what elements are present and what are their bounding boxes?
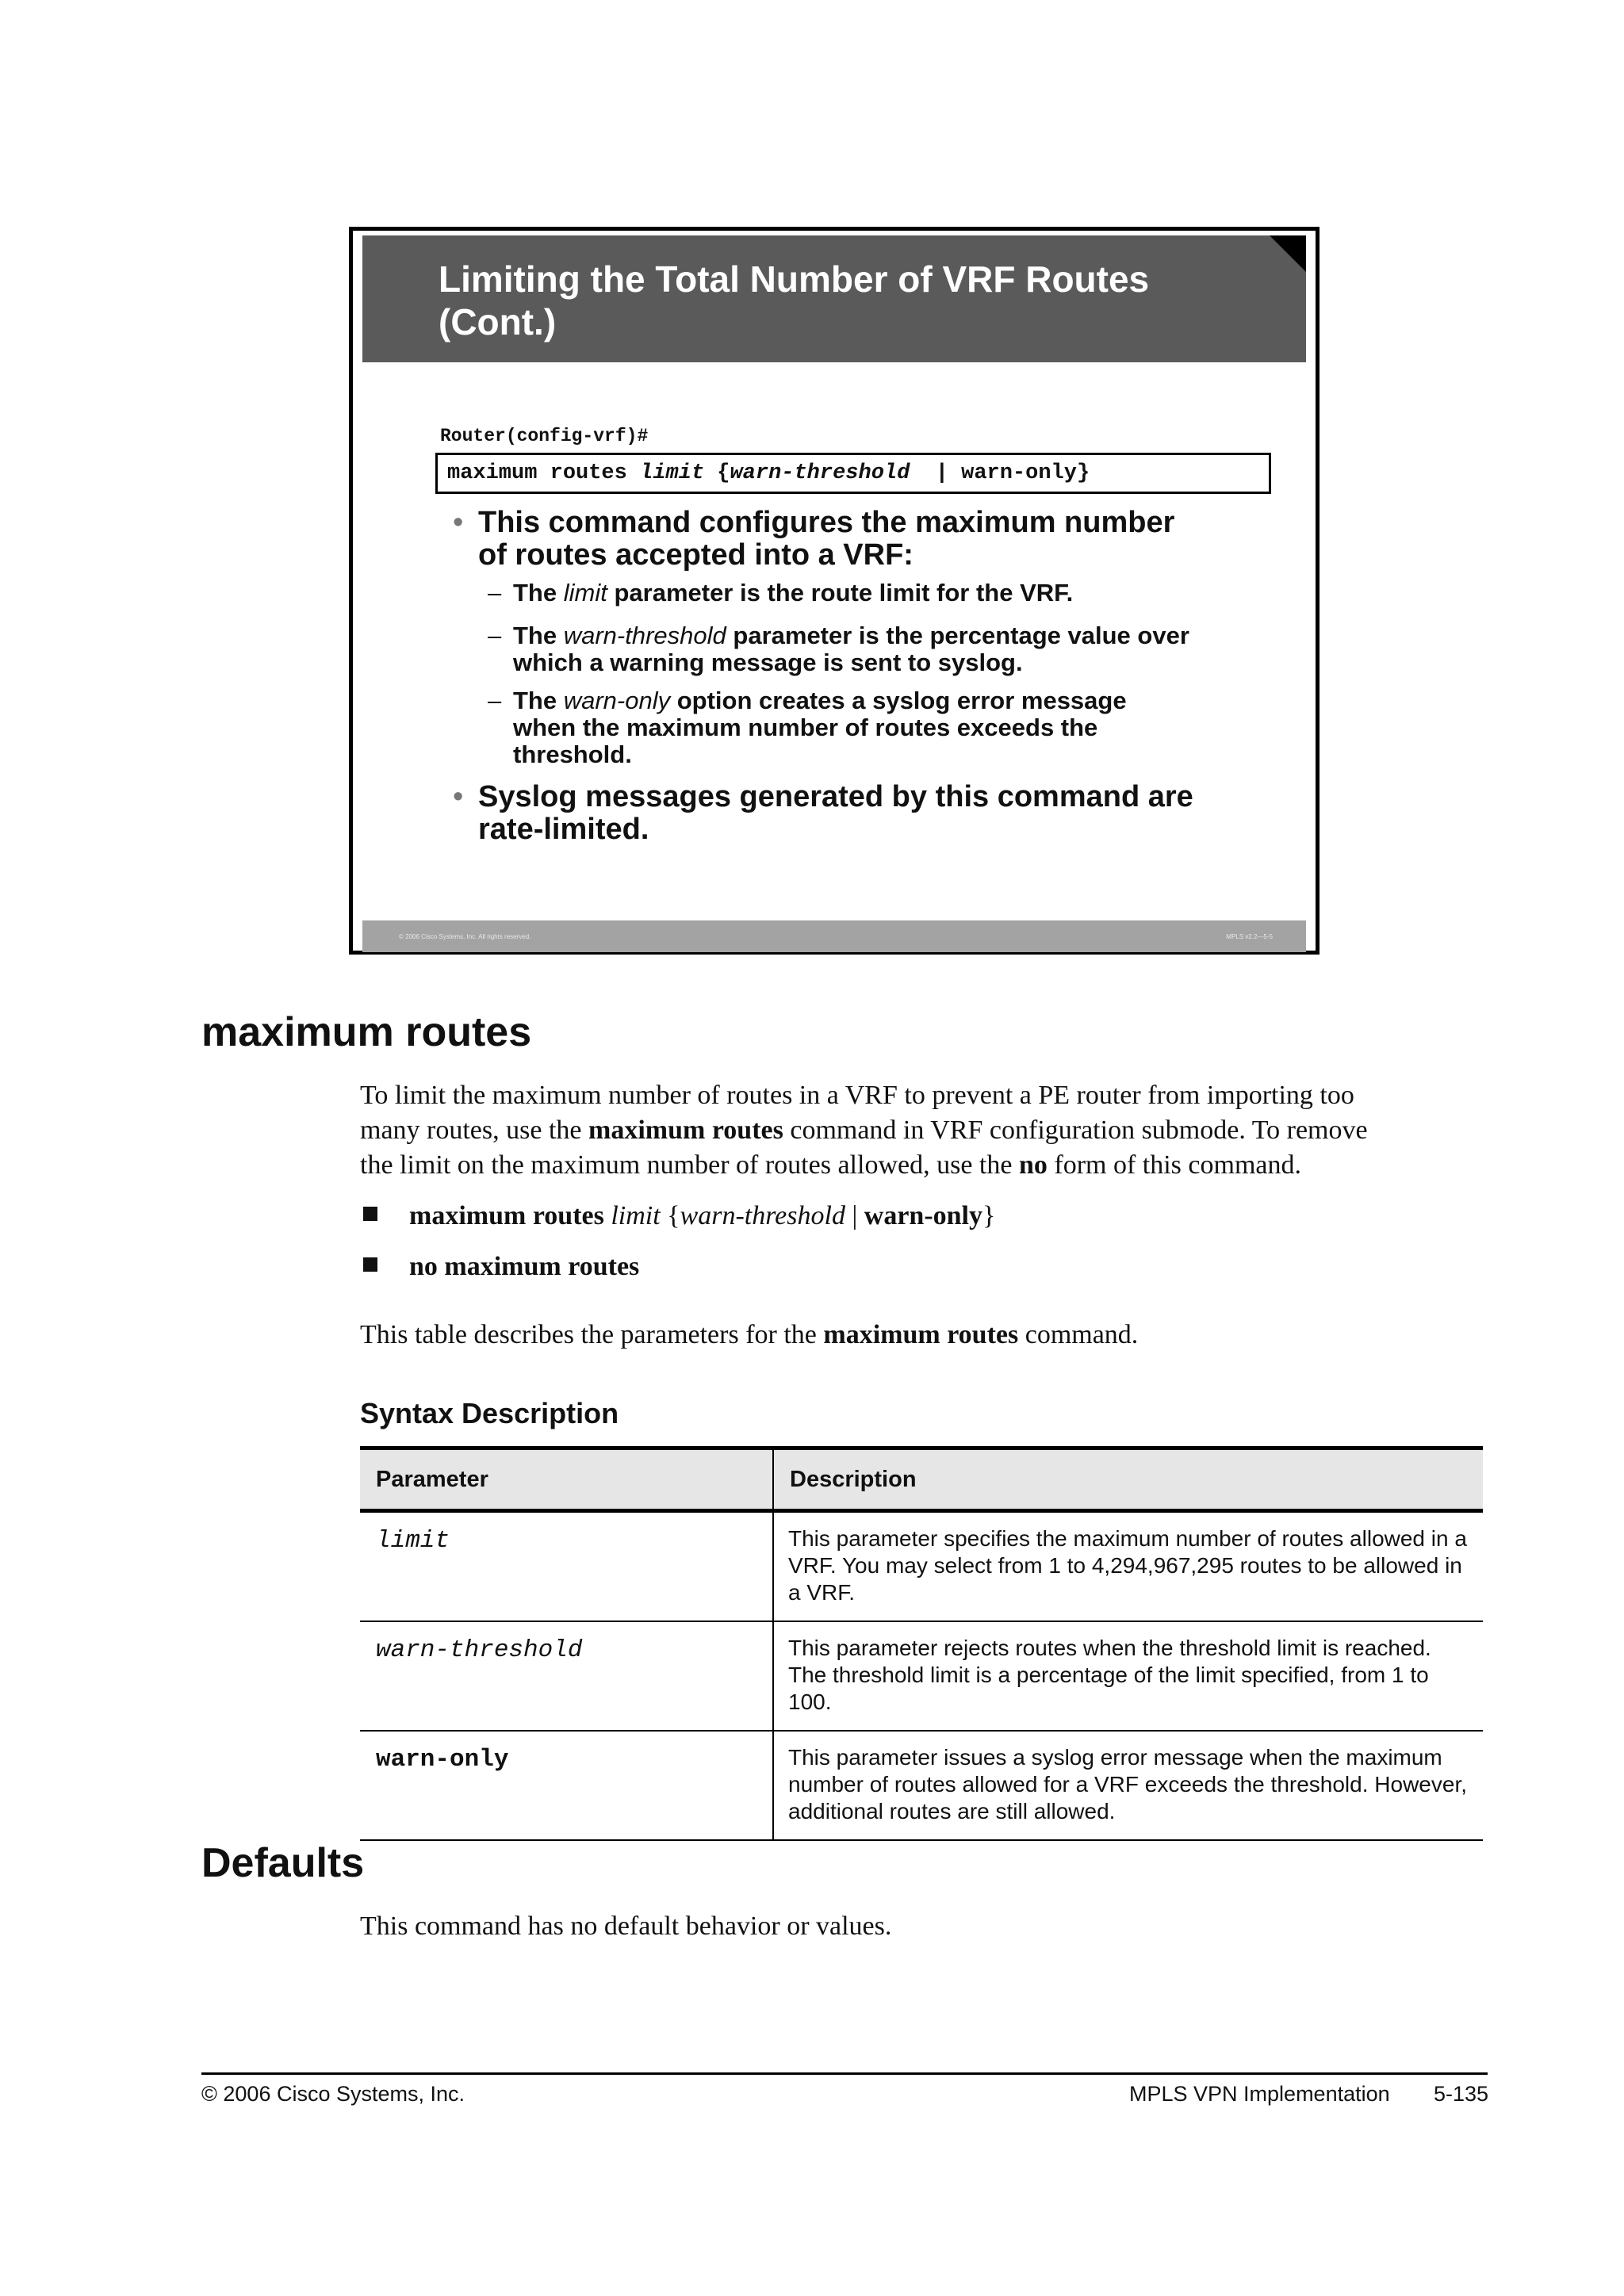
syn1-warn-only: warn-only bbox=[864, 1201, 982, 1230]
cmd-limit: limit bbox=[640, 461, 705, 485]
para-line1: To limit the maximum number of routes in a VRF to prevent a PE router from importing too bbox=[360, 1081, 1354, 1110]
slide-title bbox=[439, 258, 1263, 343]
para-line3a: the limit on the maximum number of routes allowed, use the bbox=[360, 1150, 1019, 1180]
table-row bbox=[360, 1621, 1483, 1731]
syn1-brace-open: { bbox=[667, 1201, 680, 1230]
syntax-line-2 bbox=[363, 1249, 639, 1284]
syn1-cmd: maximum routes bbox=[409, 1201, 604, 1230]
sub2-warn-threshold: warn-threshold bbox=[563, 622, 726, 649]
syn1-warn-threshold: warn-threshold bbox=[680, 1201, 845, 1230]
table-intro-a: This table describes the parameters for the bbox=[360, 1320, 824, 1349]
slide-prompt: Router(config-vrf)# bbox=[440, 426, 649, 446]
cmd-warn-only: | warn-only} bbox=[910, 461, 1090, 485]
bullet2-line1: Syslog messages generated by this command are bbox=[478, 780, 1193, 813]
cmd-brace: { bbox=[704, 461, 730, 485]
slide-footer-copyright: © 2006 Cisco Systems, Inc. All rights reserved. bbox=[399, 933, 531, 940]
table-row bbox=[360, 1731, 1483, 1840]
col-header-parameter: Parameter bbox=[360, 1448, 773, 1511]
syn1-pipe: | bbox=[845, 1201, 864, 1230]
syn1-limit: limit bbox=[603, 1201, 668, 1230]
defaults-text: This command has no default behavior or values. bbox=[360, 1911, 892, 1941]
slide-bullet-1 bbox=[453, 507, 1246, 572]
para-line2a: many routes, use the bbox=[360, 1115, 588, 1145]
param-cell: warn-threshold bbox=[360, 1621, 773, 1731]
slide-title-line2: (Cont.) bbox=[439, 301, 557, 342]
slide-footer-version: MPLS v2.2—5-5 bbox=[1226, 933, 1273, 940]
bullet1-line1: This command configures the maximum number bbox=[478, 506, 1175, 539]
slide-title-line1: Limiting the Total Number of VRF Routes bbox=[439, 258, 1150, 300]
table-caption: Syntax Description bbox=[360, 1397, 619, 1429]
para-line3-no: no bbox=[1018, 1150, 1048, 1180]
sub3-warn-only: warn-only bbox=[563, 687, 671, 714]
section-heading-maximum-routes: maximum routes bbox=[201, 1009, 532, 1055]
table-intro-cmd: maximum routes bbox=[823, 1320, 1019, 1349]
sub2-d: which a warning message is sent to syslog. bbox=[513, 649, 1023, 676]
bullet-dot-icon: • bbox=[453, 780, 464, 813]
table-intro bbox=[360, 1318, 1138, 1353]
cmd-text: maximum routes bbox=[447, 461, 641, 485]
syn1-brace-close: } bbox=[982, 1201, 996, 1230]
sub3-c: option creates a syslog error message bbox=[670, 687, 1127, 714]
sub3-a: The bbox=[513, 687, 564, 714]
bullet1-line2: of routes accepted into a VRF: bbox=[478, 538, 914, 572]
sub3-d: when the maximum number of routes exceeds the bbox=[513, 714, 1098, 741]
sub2-a: The bbox=[513, 622, 564, 649]
param-cell: limit bbox=[360, 1511, 773, 1622]
slide-subbullet-1 bbox=[488, 580, 1281, 607]
footer-book-title: MPLS VPN Implementation bbox=[1129, 2082, 1390, 2106]
sub1-c: parameter is the route limit for the VRF. bbox=[607, 579, 1074, 607]
sub2-c: parameter is the percentage value over bbox=[726, 622, 1189, 649]
slide-footer-bar bbox=[362, 920, 1306, 952]
param-cell: warn-only bbox=[360, 1731, 773, 1840]
sub3-e: threshold. bbox=[513, 740, 632, 768]
bullet2-line2: rate-limited. bbox=[478, 813, 649, 846]
slide-subbullet-3 bbox=[488, 687, 1281, 768]
bullet-dot-icon: • bbox=[453, 506, 464, 539]
syntax-description-table bbox=[360, 1446, 1483, 1841]
table-row bbox=[360, 1511, 1483, 1622]
syn2-cmd: no maximum routes bbox=[409, 1252, 640, 1281]
slide-image bbox=[349, 227, 1320, 955]
table-intro-c: command. bbox=[1018, 1320, 1139, 1349]
dash-icon: – bbox=[488, 687, 502, 714]
para-line2c: command in VRF configuration submode. To remove bbox=[783, 1115, 1368, 1145]
slide-header-bar bbox=[362, 235, 1306, 362]
square-bullet-icon bbox=[363, 1257, 377, 1272]
footer-copyright: © 2006 Cisco Systems, Inc. bbox=[201, 2082, 465, 2106]
section-heading-defaults: Defaults bbox=[201, 1840, 365, 1886]
desc-cell: This parameter specifies the maximum number of routes allowed in a VRF. You may select from 1 to 4,294,967,295 routes to be allowed in a VRF. bbox=[773, 1511, 1483, 1622]
para-line3c: form of this command. bbox=[1047, 1150, 1301, 1180]
footer-page-number: 5-135 bbox=[1434, 2082, 1489, 2106]
dash-icon: – bbox=[488, 622, 502, 649]
sub1-limit: limit bbox=[563, 579, 607, 607]
col-header-description: Description bbox=[773, 1448, 1483, 1511]
desc-cell: This parameter issues a syslog error message when the maximum number of routes allowed for a VRF exceeds the threshold. However, additional routes are still allowed. bbox=[773, 1731, 1483, 1840]
sub1-a: The bbox=[513, 579, 564, 607]
para-line2-cmd: maximum routes bbox=[588, 1115, 783, 1145]
slide-bullet-2 bbox=[453, 781, 1246, 846]
desc-cell: This parameter rejects routes when the threshold limit is reached. The threshold limit is a percentage of the limit specified, from 1 to 100. bbox=[773, 1621, 1483, 1731]
square-bullet-icon bbox=[363, 1207, 377, 1221]
dash-icon: – bbox=[488, 579, 502, 607]
cmd-warn-threshold: warn-threshold bbox=[730, 461, 910, 485]
table-header-row bbox=[360, 1448, 1483, 1511]
slide-command-box bbox=[435, 453, 1271, 494]
footer-rule bbox=[201, 2072, 1488, 2075]
intro-paragraph bbox=[360, 1078, 1502, 1183]
slide-corner-triangle bbox=[1270, 235, 1306, 272]
slide-subbullet-2 bbox=[488, 622, 1281, 676]
syntax-line-1 bbox=[363, 1199, 995, 1234]
